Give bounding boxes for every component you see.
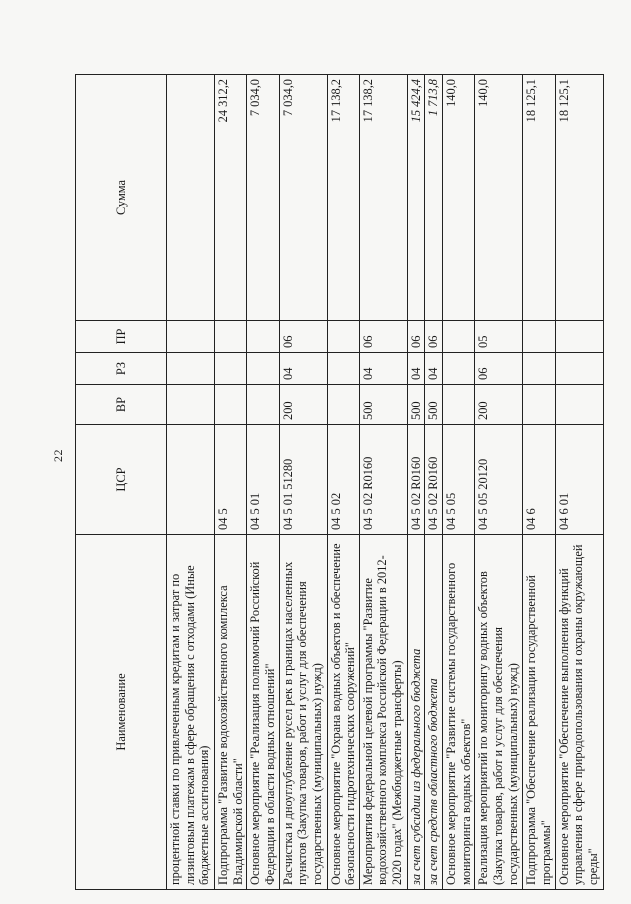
page-number: 22 [51, 449, 65, 462]
cell-rz: 04 [407, 353, 425, 385]
cell-csr: 04 5 02 R0160 [425, 425, 443, 535]
table-row [279, 75, 327, 890]
cell-pr [215, 321, 247, 353]
cell-vr [215, 385, 247, 425]
cell-rz: 04 [279, 353, 327, 385]
cell-csr: 04 5 01 [247, 425, 279, 535]
cell-sum: 140,0 [443, 75, 475, 321]
cell-rz [555, 353, 603, 385]
cell-vr [443, 385, 475, 425]
cell-pr [167, 321, 215, 353]
cell-name: Основное мероприятие "Обеспечение выполнения функций управления в сфере природопользования и охраны окружающей среды" [555, 535, 603, 890]
cell-sum: 17 138,2 [359, 75, 407, 321]
cell-sum [167, 75, 215, 321]
cell-rz [523, 353, 555, 385]
cell-name: Основное мероприятие "Развитие системы государственного мониторинга водных объектов" [443, 535, 475, 890]
table-row [475, 75, 523, 890]
table-row [247, 75, 279, 890]
cell-vr [327, 385, 359, 425]
cell-csr: 04 5 02 [327, 425, 359, 535]
cell-rz [327, 353, 359, 385]
header-csr: ЦСР [76, 425, 167, 535]
cell-sum: 18 125,1 [555, 75, 603, 321]
cell-sum: 7 034,0 [247, 75, 279, 321]
cell-sum: 17 138,2 [327, 75, 359, 321]
cell-pr [327, 321, 359, 353]
table-row [215, 75, 247, 890]
cell-csr [167, 425, 215, 535]
cell-csr: 04 6 01 [555, 425, 603, 535]
table-row [425, 75, 443, 890]
cell-sum: 24 312,2 [215, 75, 247, 321]
cell-name: процентной ставки по привлеченным кредитам и затрат по лизинговым платежам в сфере обращения с отходами (Иные бюджетные ассигнования) [167, 535, 215, 890]
cell-vr: 200 [475, 385, 523, 425]
cell-rz [443, 353, 475, 385]
cell-csr: 04 5 02 R0160 [359, 425, 407, 535]
table-row [443, 75, 475, 890]
header-vr: ВР [76, 385, 167, 425]
cell-name: Расчистка и дноуглубление русел рек в границах населенных пунктов (Закупка товаров, работ и услуг для обеспечения государственных (муниципальных) нужд) [279, 535, 327, 890]
cell-name: Подпрограмма "Обеспечение реализации государственной программы" [523, 535, 555, 890]
cell-vr [247, 385, 279, 425]
cell-vr [167, 385, 215, 425]
cell-pr [443, 321, 475, 353]
cell-name: Подпрограмма "Развитие водохозяйственного комплекса Владимирской области" [215, 535, 247, 890]
cell-rz: 04 [425, 353, 443, 385]
cell-pr: 06 [279, 321, 327, 353]
cell-name: Основное мероприятие "Реализация полномочий Российской Федерации в области водных отношений" [247, 535, 279, 890]
table-row [555, 75, 603, 890]
table-row [359, 75, 407, 890]
cell-csr: 04 5 01 51280 [279, 425, 327, 535]
cell-csr: 04 5 05 20120 [475, 425, 523, 535]
table-row [167, 75, 215, 890]
cell-vr: 500 [359, 385, 407, 425]
cell-pr [523, 321, 555, 353]
table-row [407, 75, 425, 890]
cell-csr: 04 6 [523, 425, 555, 535]
cell-csr: 04 5 02 R0160 [407, 425, 425, 535]
cell-name: Реализация мероприятий по мониторингу водных объектов (Закупка товаров, работ и услуг для обеспечения государственных (муниципальных) нужд) [475, 535, 523, 890]
cell-rz [215, 353, 247, 385]
cell-name: Мероприятия федеральной целевой программы "Развитие водохозяйственного комплекса Российской Федерации в 2012-2020 годах" (Межбюджетные трансферты) [359, 535, 407, 890]
cell-name: за счет средств областного бюджета [425, 535, 443, 890]
cell-csr: 04 5 [215, 425, 247, 535]
cell-rz [247, 353, 279, 385]
cell-sum: 7 034,0 [279, 75, 327, 321]
cell-sum: 140,0 [475, 75, 523, 321]
table-row [523, 75, 555, 890]
header-name: Наименование [76, 535, 167, 890]
cell-name: за счет субсидии из федерального бюджета [407, 535, 425, 890]
cell-pr: 06 [407, 321, 425, 353]
budget-table [75, 74, 604, 890]
table-header-row [76, 75, 167, 890]
cell-vr [555, 385, 603, 425]
cell-rz: 04 [359, 353, 407, 385]
cell-pr [247, 321, 279, 353]
cell-pr [555, 321, 603, 353]
cell-rz: 06 [475, 353, 523, 385]
cell-sum: 1 713,8 [425, 75, 443, 321]
cell-pr: 05 [475, 321, 523, 353]
cell-pr: 06 [359, 321, 407, 353]
header-sum: Сумма [76, 75, 167, 321]
header-pr: ПР [76, 321, 167, 353]
cell-vr: 200 [279, 385, 327, 425]
cell-vr: 500 [407, 385, 425, 425]
cell-vr: 500 [425, 385, 443, 425]
table-container [75, 75, 600, 890]
cell-rz [167, 353, 215, 385]
cell-vr [523, 385, 555, 425]
cell-sum: 15 424,4 [407, 75, 425, 321]
cell-csr: 04 5 05 [443, 425, 475, 535]
cell-sum: 18 125,1 [523, 75, 555, 321]
table-row [327, 75, 359, 890]
cell-name: Основное мероприятие "Охрана водных объектов и обеспечение безопасности гидротехнических сооружений" [327, 535, 359, 890]
header-rz: РЗ [76, 353, 167, 385]
cell-pr: 06 [425, 321, 443, 353]
